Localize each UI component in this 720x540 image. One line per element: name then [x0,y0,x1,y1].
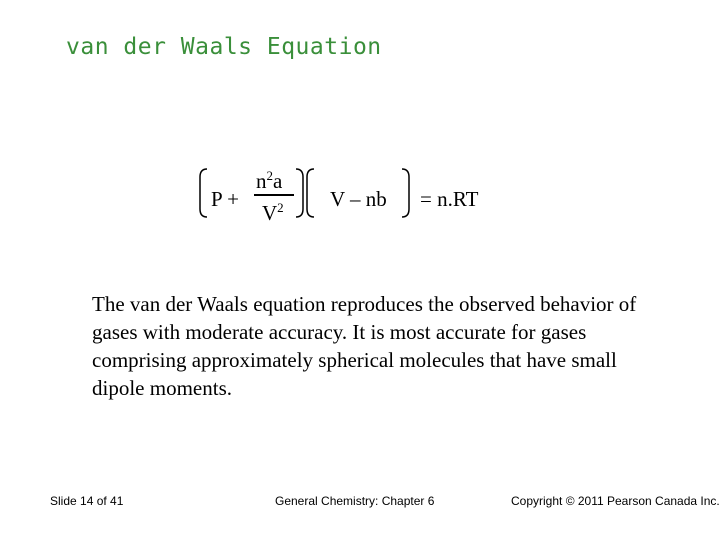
left-bracket-pressure [197,167,209,219]
equation-rhs: = n.RT [420,187,479,211]
fraction-denominator [262,200,284,226]
denominator-exponent: 2 [277,200,284,215]
fraction-numerator [256,168,282,194]
numerator-exponent: 2 [266,168,273,183]
fraction-bar [254,194,294,196]
volume-term: V – nb [330,187,387,211]
left-bracket-volume [304,167,316,219]
body-paragraph: The van der Waals equation reproduces the observed behavior of gases with moderate accuracy. It is most accurate for gases comprising approximately spherical molecules that have small dipole moments. [92,292,637,400]
pressure-term: P + [211,187,239,211]
slide-number: Slide 14 of 41 [50,494,124,508]
numerator-base: n [256,169,267,193]
numerator-tail: a [273,169,283,193]
copyright-notice: Copyright © 2011 Pearson Canada Inc. [511,494,720,508]
chapter-label: General Chemistry: Chapter 6 [275,494,435,508]
right-bracket-volume [400,167,412,219]
slide-title: van der Waals Equation [66,34,382,60]
van-der-waals-equation [0,0,720,260]
denominator-base: V [262,201,278,225]
